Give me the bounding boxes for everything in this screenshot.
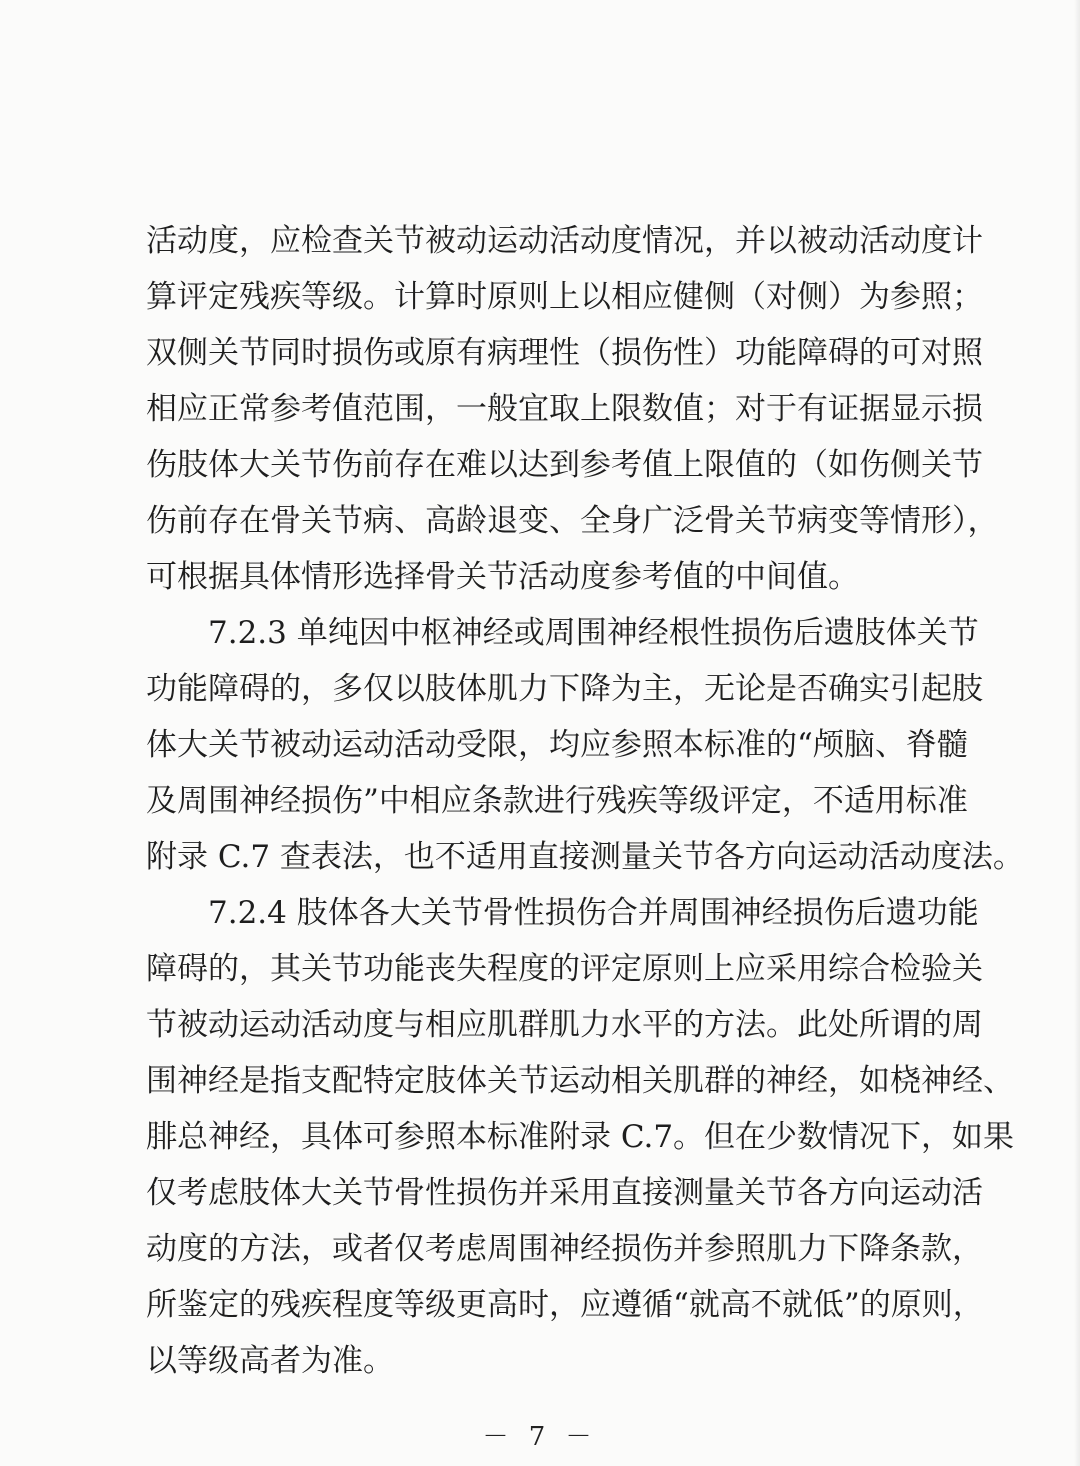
paragraph-2-line-5: 附录 C.7 查表法，也不适用直接测量关节各方向运动活动度法。	[146, 839, 1024, 875]
scan-edge-shadow	[1074, 0, 1080, 1466]
paragraph-3-line-5: 腓总神经，具体可参照本标准附录 C.7。但在少数情况下，如果	[146, 1119, 1015, 1155]
paragraph-3-line-9: 以等级高者为准。	[146, 1343, 394, 1379]
paragraph-1-line-7: 可根据具体情形选择骨关节活动度参考值的中间值。	[146, 559, 859, 595]
paragraph-3-line-6: 仅考虑肢体大关节骨性损伤并采用直接测量关节各方向运动活	[146, 1175, 983, 1211]
paragraph-2-line-3: 体大关节被动运动活动受限，均应参照本标准的“颅脑、脊髓	[146, 727, 968, 763]
paragraph-2-line-4: 及周围神经损伤”中相应条款进行残疾等级评定，不适用标准	[146, 783, 968, 819]
paragraph-3-line-1: 7.2.4 肢体各大关节骨性损伤合并周围神经损伤后遗功能	[208, 895, 979, 931]
document-body	[146, 213, 1024, 1389]
paragraph-3-line-4: 围神经是指支配特定肢体关节运动相关肌群的神经，如桡神经、	[146, 1063, 1014, 1099]
paragraph-3-line-8: 所鉴定的残疾程度等级更高时，应遵循“就高不就低”的原则，	[146, 1287, 984, 1323]
paragraph-2-line-2: 功能障碍的，多仅以肢体肌力下降为主，无论是否确实引起肢	[146, 671, 983, 707]
paragraph-3-line-2: 障碍的，其关节功能丧失程度的评定原则上应采用综合检验关	[146, 951, 983, 987]
paragraph-3-line-3: 节被动运动活动度与相应肌群肌力水平的方法。此处所谓的周	[146, 1007, 983, 1043]
paragraph-1-line-6: 伤前存在骨关节病、高龄退变、全身广泛骨关节病变等情形），	[146, 503, 999, 539]
paragraph-1-line-4: 相应正常参考值范围，一般宜取上限数值；对于有证据显示损	[146, 391, 983, 427]
paragraph-1-line-2: 算评定残疾等级。计算时原则上以相应健侧（对侧）为参照；	[146, 279, 983, 315]
paragraph-1-line-3: 双侧关节同时损伤或原有病理性（损伤性）功能障碍的可对照	[146, 335, 983, 371]
paragraph-3-line-7: 动度的方法，或者仅考虑周围神经损伤并参照肌力下降条款，	[146, 1231, 983, 1267]
paragraph-1-line-1: 活动度，应检查关节被动运动活动度情况，并以被动活动度计	[146, 223, 983, 259]
paragraph-1-line-5: 伤肢体大关节伤前存在难以达到参考值上限值的（如伤侧关节	[146, 447, 983, 483]
paragraph-2-line-1: 7.2.3 单纯因中枢神经或周围神经根性损伤后遗肢体关节	[208, 615, 979, 651]
page-number: － 7 －	[482, 1422, 598, 1452]
